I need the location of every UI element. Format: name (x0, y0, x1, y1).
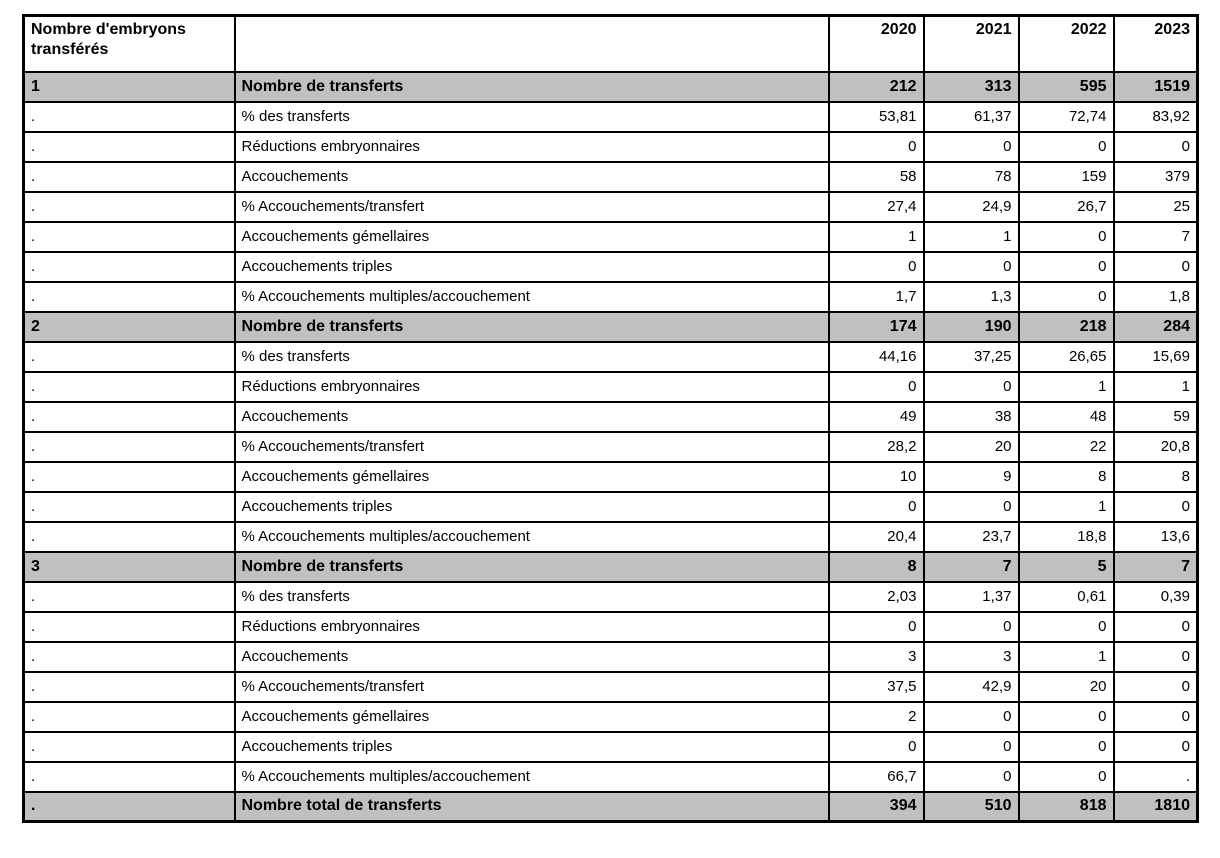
value-cell-2020: 53,81 (829, 102, 924, 132)
value-cell-2023: 1519 (1114, 72, 1198, 102)
header-year-2020: 2020 (829, 16, 924, 72)
value-cell-2020: 394 (829, 792, 924, 822)
row-label-cell: % des transferts (235, 582, 829, 612)
row-id-cell: . (24, 162, 235, 192)
value-cell-2023: 7 (1114, 552, 1198, 582)
row-label-cell: Réductions embryonnaires (235, 132, 829, 162)
value-cell-2023: 0 (1114, 642, 1198, 672)
row-id-cell: . (24, 372, 235, 402)
value-cell-2023: 0 (1114, 702, 1198, 732)
value-cell-2020: 27,4 (829, 192, 924, 222)
table-row (24, 132, 1198, 162)
value-cell-2020: 0 (829, 732, 924, 762)
row-label-cell: Nombre total de transferts (235, 792, 829, 822)
value-cell-2021: 510 (924, 792, 1019, 822)
row-label-cell: Réductions embryonnaires (235, 372, 829, 402)
value-cell-2021: 7 (924, 552, 1019, 582)
table-body (24, 72, 1198, 822)
row-id-cell: . (24, 792, 235, 822)
header-year-2022: 2022 (1019, 16, 1114, 72)
row-label-cell: % Accouchements multiples/accouchement (235, 762, 829, 792)
row-label-cell: Accouchements (235, 402, 829, 432)
row-label-cell: Réductions embryonnaires (235, 612, 829, 642)
table-row (24, 612, 1198, 642)
value-cell-2023: 13,6 (1114, 522, 1198, 552)
header-year-2023: 2023 (1114, 16, 1198, 72)
row-label-cell: Accouchements (235, 162, 829, 192)
value-cell-2020: 0 (829, 372, 924, 402)
value-cell-2022: 1 (1019, 492, 1114, 522)
row-label-cell: % Accouchements multiples/accouchement (235, 282, 829, 312)
value-cell-2021: 38 (924, 402, 1019, 432)
value-cell-2023: 0 (1114, 612, 1198, 642)
row-label-cell: Nombre de transferts (235, 72, 829, 102)
header-title-cell: Nombre d'embryons transférés (24, 16, 235, 72)
table-row (24, 642, 1198, 672)
row-label-cell: Nombre de transferts (235, 552, 829, 582)
value-cell-2022: 0 (1019, 612, 1114, 642)
value-cell-2023: 0 (1114, 672, 1198, 702)
value-cell-2023: 284 (1114, 312, 1198, 342)
row-id-cell: . (24, 672, 235, 702)
value-cell-2023: 15,69 (1114, 342, 1198, 372)
row-id-cell: . (24, 342, 235, 372)
table-row (24, 402, 1198, 432)
row-label-cell: % Accouchements/transfert (235, 192, 829, 222)
value-cell-2022: 1 (1019, 372, 1114, 402)
value-cell-2021: 0 (924, 762, 1019, 792)
value-cell-2021: 0 (924, 372, 1019, 402)
value-cell-2020: 49 (829, 402, 924, 432)
value-cell-2020: 66,7 (829, 762, 924, 792)
row-id-cell: . (24, 402, 235, 432)
group-row (24, 72, 1198, 102)
table-row (24, 222, 1198, 252)
value-cell-2023: 1 (1114, 372, 1198, 402)
table-row (24, 102, 1198, 132)
value-cell-2022: 218 (1019, 312, 1114, 342)
table-row (24, 702, 1198, 732)
row-id-cell: . (24, 612, 235, 642)
table-row (24, 522, 1198, 552)
row-id-cell: . (24, 102, 235, 132)
value-cell-2022: 595 (1019, 72, 1114, 102)
row-label-cell: Accouchements gémellaires (235, 462, 829, 492)
value-cell-2020: 0 (829, 612, 924, 642)
row-id-cell: 1 (24, 72, 235, 102)
value-cell-2021: 0 (924, 702, 1019, 732)
table-row (24, 582, 1198, 612)
table-row (24, 162, 1198, 192)
group-row (24, 552, 1198, 582)
row-id-cell: . (24, 522, 235, 552)
value-cell-2023: 8 (1114, 462, 1198, 492)
value-cell-2023: 59 (1114, 402, 1198, 432)
value-cell-2021: 0 (924, 252, 1019, 282)
value-cell-2022: 18,8 (1019, 522, 1114, 552)
value-cell-2022: 818 (1019, 792, 1114, 822)
value-cell-2021: 1,3 (924, 282, 1019, 312)
table-row (24, 282, 1198, 312)
value-cell-2020: 44,16 (829, 342, 924, 372)
value-cell-2023: 0 (1114, 732, 1198, 762)
row-id-cell: . (24, 252, 235, 282)
value-cell-2022: 0 (1019, 702, 1114, 732)
value-cell-2021: 0 (924, 612, 1019, 642)
value-cell-2021: 1,37 (924, 582, 1019, 612)
row-label-cell: % Accouchements/transfert (235, 432, 829, 462)
value-cell-2020: 1,7 (829, 282, 924, 312)
value-cell-2021: 0 (924, 132, 1019, 162)
row-label-cell: Accouchements triples (235, 492, 829, 522)
value-cell-2021: 313 (924, 72, 1019, 102)
total-row (24, 792, 1198, 822)
value-cell-2020: 10 (829, 462, 924, 492)
value-cell-2023: 0 (1114, 132, 1198, 162)
row-id-cell: . (24, 762, 235, 792)
row-label-cell: % des transferts (235, 102, 829, 132)
row-label-cell: Accouchements triples (235, 732, 829, 762)
value-cell-2021: 37,25 (924, 342, 1019, 372)
row-id-cell: . (24, 492, 235, 522)
row-id-cell: . (24, 132, 235, 162)
value-cell-2020: 1 (829, 222, 924, 252)
value-cell-2022: 72,74 (1019, 102, 1114, 132)
value-cell-2021: 61,37 (924, 102, 1019, 132)
row-label-cell: Accouchements gémellaires (235, 222, 829, 252)
value-cell-2023: 20,8 (1114, 432, 1198, 462)
value-cell-2023: 7 (1114, 222, 1198, 252)
value-cell-2022: 5 (1019, 552, 1114, 582)
value-cell-2022: 20 (1019, 672, 1114, 702)
value-cell-2020: 0 (829, 132, 924, 162)
value-cell-2020: 2,03 (829, 582, 924, 612)
row-id-cell: . (24, 222, 235, 252)
value-cell-2023: . (1114, 762, 1198, 792)
row-id-cell: 3 (24, 552, 235, 582)
table-row (24, 762, 1198, 792)
value-cell-2021: 42,9 (924, 672, 1019, 702)
value-cell-2022: 0 (1019, 762, 1114, 792)
row-label-cell: Accouchements gémellaires (235, 702, 829, 732)
row-id-cell: 2 (24, 312, 235, 342)
value-cell-2023: 1810 (1114, 792, 1198, 822)
value-cell-2023: 0 (1114, 252, 1198, 282)
value-cell-2023: 379 (1114, 162, 1198, 192)
value-cell-2022: 0 (1019, 222, 1114, 252)
value-cell-2021: 0 (924, 492, 1019, 522)
value-cell-2020: 212 (829, 72, 924, 102)
header-spacer-cell (235, 16, 829, 72)
value-cell-2020: 0 (829, 492, 924, 522)
row-label-cell: % Accouchements/transfert (235, 672, 829, 702)
value-cell-2023: 83,92 (1114, 102, 1198, 132)
value-cell-2022: 0 (1019, 132, 1114, 162)
value-cell-2022: 26,7 (1019, 192, 1114, 222)
table-row (24, 252, 1198, 282)
row-id-cell: . (24, 432, 235, 462)
row-label-cell: Accouchements (235, 642, 829, 672)
value-cell-2021: 190 (924, 312, 1019, 342)
row-id-cell: . (24, 642, 235, 672)
group-row (24, 312, 1198, 342)
header-year-2021: 2021 (924, 16, 1019, 72)
row-label-cell: Accouchements triples (235, 252, 829, 282)
value-cell-2022: 0 (1019, 732, 1114, 762)
row-label-cell: % des transferts (235, 342, 829, 372)
value-cell-2023: 0 (1114, 492, 1198, 522)
table-row (24, 672, 1198, 702)
row-id-cell: . (24, 732, 235, 762)
value-cell-2022: 0 (1019, 252, 1114, 282)
value-cell-2021: 24,9 (924, 192, 1019, 222)
embryo-transfer-table (22, 14, 1199, 823)
table-row (24, 492, 1198, 522)
value-cell-2022: 1 (1019, 642, 1114, 672)
row-label-cell: % Accouchements multiples/accouchement (235, 522, 829, 552)
value-cell-2023: 25 (1114, 192, 1198, 222)
value-cell-2022: 159 (1019, 162, 1114, 192)
table-row (24, 462, 1198, 492)
value-cell-2021: 23,7 (924, 522, 1019, 552)
row-id-cell: . (24, 192, 235, 222)
value-cell-2022: 22 (1019, 432, 1114, 462)
table-row (24, 192, 1198, 222)
value-cell-2023: 1,8 (1114, 282, 1198, 312)
value-cell-2020: 28,2 (829, 432, 924, 462)
row-label-cell: Nombre de transferts (235, 312, 829, 342)
value-cell-2020: 174 (829, 312, 924, 342)
value-cell-2020: 2 (829, 702, 924, 732)
value-cell-2021: 9 (924, 462, 1019, 492)
table-row (24, 342, 1198, 372)
value-cell-2020: 8 (829, 552, 924, 582)
value-cell-2021: 20 (924, 432, 1019, 462)
value-cell-2020: 37,5 (829, 672, 924, 702)
value-cell-2022: 26,65 (1019, 342, 1114, 372)
value-cell-2021: 3 (924, 642, 1019, 672)
value-cell-2021: 0 (924, 732, 1019, 762)
table-row (24, 372, 1198, 402)
table-row (24, 732, 1198, 762)
value-cell-2021: 1 (924, 222, 1019, 252)
row-id-cell: . (24, 582, 235, 612)
table-row (24, 432, 1198, 462)
value-cell-2020: 20,4 (829, 522, 924, 552)
row-id-cell: . (24, 462, 235, 492)
row-id-cell: . (24, 282, 235, 312)
value-cell-2022: 0 (1019, 282, 1114, 312)
value-cell-2020: 58 (829, 162, 924, 192)
value-cell-2021: 78 (924, 162, 1019, 192)
header-row (24, 16, 1198, 72)
value-cell-2022: 48 (1019, 402, 1114, 432)
value-cell-2022: 8 (1019, 462, 1114, 492)
value-cell-2020: 3 (829, 642, 924, 672)
value-cell-2020: 0 (829, 252, 924, 282)
value-cell-2023: 0,39 (1114, 582, 1198, 612)
table-header (24, 16, 1198, 72)
value-cell-2022: 0,61 (1019, 582, 1114, 612)
row-id-cell: . (24, 702, 235, 732)
